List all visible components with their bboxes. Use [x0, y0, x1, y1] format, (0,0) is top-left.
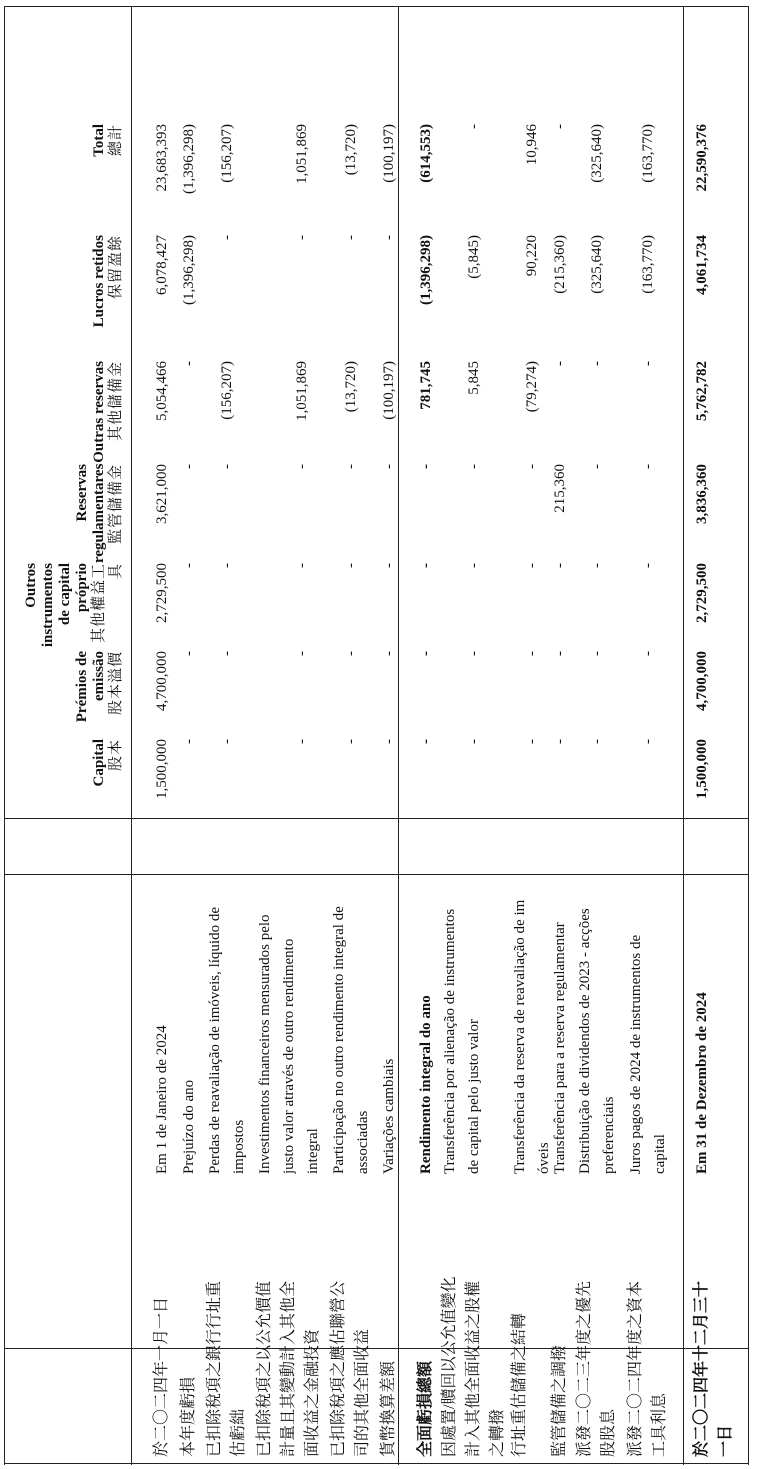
row-label-pt-line: integral [305, 1128, 321, 1174]
row-label-zh [377, 1187, 401, 1457]
value-cell: - [552, 361, 568, 366]
value-cell: - [589, 739, 605, 744]
row-label-zh-line: 本年度虧損 [180, 1376, 197, 1457]
value-cell: (325,640) [589, 235, 605, 294]
table-row [377, 0, 401, 1469]
value-cell: 1,051,869 [294, 124, 310, 184]
value-cell: - [552, 651, 568, 656]
table-row [438, 0, 506, 1469]
table-row [253, 0, 321, 1469]
column-header [10, 464, 125, 563]
value-cell: - [219, 563, 235, 568]
row-label-pt-line: preferenciais [601, 1096, 617, 1174]
column-header-zh: 股本 [108, 739, 124, 772]
value-cell: - [343, 651, 359, 656]
value-cell: - [219, 739, 235, 744]
value-cell: 1,500,000 [694, 739, 710, 799]
value-cell: - [343, 235, 359, 240]
value-cell: - [381, 563, 397, 568]
column-header [10, 235, 125, 361]
row-label-pt-line: associadas [355, 1110, 371, 1174]
row-label-pt [414, 874, 438, 1174]
value-cell: - [466, 563, 482, 568]
row-label-zh-line: 計入其他全面收益之股權 [465, 1280, 482, 1457]
value-cell: - [381, 739, 397, 744]
value-cell: 90,220 [524, 235, 540, 277]
value-cell: (1,396,298) [418, 235, 434, 305]
row-label-pt-line: Juros pagos de 2024 de instrumentos de [628, 934, 644, 1174]
value-cell: - [466, 739, 482, 744]
row-label-pt [150, 874, 174, 1174]
table-row [203, 0, 247, 1469]
table-row [548, 0, 572, 1469]
value-cell: 23,683,393 [154, 124, 170, 192]
value-cell: 3,836,360 [694, 464, 710, 524]
row-label-zh [150, 1187, 174, 1457]
value-cell: - [418, 739, 434, 744]
value-cell: - [294, 464, 310, 469]
row-label-zh-line: 計量且其變動計入其他全 [280, 1280, 297, 1457]
value-cell: - [466, 124, 482, 129]
value-cell: - [524, 563, 540, 568]
table-row [573, 0, 617, 1469]
closing-balance-row [690, 0, 734, 1469]
row-label-zh [177, 1187, 201, 1457]
row-label-pt [438, 874, 486, 1174]
column-header-pt: Outros instrumentos de capital próprio [23, 563, 90, 648]
value-cell: 10,946 [524, 124, 540, 166]
value-cell: (325,640) [589, 124, 605, 183]
value-cell: - [524, 651, 540, 656]
value-cell: (1,396,298) [181, 235, 197, 305]
column-header-pt: Lucros retidos [91, 235, 107, 328]
row-label-zh-line: 派發二〇二四年度之資本 [627, 1280, 644, 1457]
row-label-zh [414, 1187, 438, 1457]
row-label-pt-line: Investimentos financeiros mensurados pelo [257, 914, 273, 1174]
value-cell: - [524, 739, 540, 744]
value-cell: - [640, 739, 656, 744]
value-cell: - [219, 464, 235, 469]
row-label-pt [624, 874, 672, 1174]
row-divider [4, 7, 5, 1465]
value-cell: - [552, 739, 568, 744]
table-row [327, 0, 371, 1469]
column-header [10, 361, 125, 464]
value-cell: - [381, 235, 397, 240]
value-cell: - [219, 651, 235, 656]
row-label-pt [573, 874, 621, 1174]
column-header-zh: 總計 [108, 124, 124, 157]
value-cell: - [552, 124, 568, 129]
row-label-zh-line: 股股息 [600, 1408, 617, 1457]
row-label-zh-line: 監管儲備之調撥 [551, 1344, 568, 1457]
value-cell: - [343, 563, 359, 568]
value-cell: 4,700,000 [694, 651, 710, 711]
row-label-zh-line: 面收益之金融投資 [304, 1328, 321, 1457]
column-header-pt: Capital [91, 739, 107, 787]
row-label-pt [203, 874, 251, 1174]
value-cell: (163,770) [640, 235, 656, 294]
row-label-pt-line: Variações cambiais [381, 1058, 397, 1174]
row-label-pt-line: impostos [231, 1119, 247, 1174]
value-cell: (5,845) [466, 235, 482, 279]
row-label-zh-line: 司的其他全面收益 [354, 1328, 371, 1457]
column-header-zh: 其他儲備金 [108, 361, 124, 442]
row-label-pt [690, 874, 714, 1174]
value-cell: - [294, 235, 310, 240]
value-cell: (156,207) [219, 361, 235, 420]
value-cell: - [418, 563, 434, 568]
column-header-pt: Prémios de emissão [74, 651, 107, 723]
row-label-pt-line: Em 31 de Dezembro de 2024 [694, 992, 710, 1174]
row-label-pt-line: capital [652, 1134, 668, 1174]
table-row [150, 0, 174, 1469]
value-cell: (163,770) [640, 124, 656, 183]
value-cell: (614,553) [418, 124, 434, 183]
column-header-zh: 保留盈餘 [108, 235, 124, 300]
row-label-zh [573, 1187, 621, 1457]
value-cell: 781,745 [418, 361, 434, 410]
row-label-pt-line: Transferência por alienação de instrumentos [442, 908, 458, 1174]
value-cell: (13,720) [343, 361, 359, 413]
value-cell: - [219, 235, 235, 240]
value-cell: - [640, 563, 656, 568]
value-cell: - [381, 651, 397, 656]
row-label-zh [508, 1187, 532, 1457]
value-cell: 3,621,000 [154, 464, 170, 524]
row-label-zh [253, 1187, 325, 1457]
value-cell: - [552, 563, 568, 568]
value-cell: - [640, 651, 656, 656]
column-header [10, 651, 125, 739]
row-label-pt-line: Em 1 de Janeiro de 2024 [154, 1025, 170, 1174]
row-label-zh-line: 於二〇二四年十二月三十 [693, 1280, 710, 1457]
value-cell: - [524, 464, 540, 469]
value-cell: - [466, 464, 482, 469]
value-cell: 22,590,376 [694, 124, 710, 192]
value-cell: - [418, 464, 434, 469]
column-header-zh: 其他權益工具 [91, 563, 124, 644]
row-label-zh [438, 1187, 510, 1457]
row-divider [683, 7, 684, 1465]
value-cell: 2,729,500 [694, 563, 710, 623]
value-cell: - [466, 651, 482, 656]
value-cell: - [181, 563, 197, 568]
value-cell: - [343, 464, 359, 469]
value-cell: - [589, 651, 605, 656]
row-label-zh [203, 1187, 251, 1457]
row-label-zh-line: 因處置/贖回以公允值變化 [441, 1276, 458, 1457]
row-label-pt-line: óveis [536, 1142, 552, 1174]
value-cell: - [589, 361, 605, 366]
value-cell: - [181, 361, 197, 366]
value-cell: - [589, 563, 605, 568]
value-cell: 4,700,000 [154, 651, 170, 711]
value-cell: (79,274) [524, 361, 540, 413]
table-row [414, 0, 438, 1469]
value-cell: (1,396,298) [181, 124, 197, 194]
row-label-zh [327, 1187, 375, 1457]
value-cell: (156,207) [219, 124, 235, 183]
value-cell: 1,051,869 [294, 361, 310, 421]
value-cell: 5,054,466 [154, 361, 170, 421]
row-label-zh [548, 1187, 572, 1457]
value-cell: - [343, 739, 359, 744]
value-cell: 6,078,427 [154, 235, 170, 295]
row-label-pt-line: Participação no outro rendimento integral de [331, 906, 347, 1174]
value-cell: - [294, 563, 310, 568]
table-row [624, 0, 668, 1469]
row-label-pt [327, 874, 375, 1174]
row-label-zh-line: 估虧絀 [230, 1408, 247, 1457]
row-label-pt [253, 874, 325, 1174]
table-row [508, 0, 552, 1469]
row-label-pt-line: Transferência para a reserva regulamentar [552, 922, 568, 1174]
row-label-pt-line: Rendimento integral do ano [418, 995, 434, 1174]
value-cell: 1,500,000 [154, 739, 170, 799]
row-label-pt-line: de capital pelo justo valor [466, 1019, 482, 1174]
value-cell: - [640, 464, 656, 469]
row-label-zh [624, 1187, 672, 1457]
value-cell: - [181, 651, 197, 656]
column-header-pt: Reservas regulamentares [74, 463, 107, 563]
value-cell: 5,845 [466, 361, 482, 395]
row-label-zh [690, 1187, 738, 1457]
table-row [177, 0, 201, 1469]
row-label-zh-line: 已扣除稅項之銀行行址重 [206, 1280, 223, 1457]
value-cell: (100,197) [381, 361, 397, 420]
row-label-zh-line: 於二〇二四年一月一日 [153, 1296, 170, 1457]
value-cell: (100,197) [381, 124, 397, 183]
row-label-zh-line: 工具利息 [651, 1392, 668, 1457]
row-label-zh-line: 之轉撥 [489, 1408, 506, 1457]
row-label-zh-line: 貨幣換算差額 [380, 1360, 397, 1457]
value-cell: - [418, 651, 434, 656]
value-cell: 4,061,734 [694, 235, 710, 295]
row-label-zh-line: 已扣除稅項之以公允價值 [256, 1280, 273, 1457]
row-label-zh-line: 一日 [717, 1424, 734, 1457]
column-header [10, 124, 125, 235]
column-header-pt: Total [91, 124, 107, 157]
row-divider [748, 7, 749, 1465]
row-label-pt-line: justo valor através de outro rendimento [281, 938, 297, 1174]
value-cell: - [381, 464, 397, 469]
value-cell: - [294, 651, 310, 656]
row-label-zh-line: 已扣除稅項之應佔聯營公 [330, 1280, 347, 1457]
row-label-pt [177, 874, 201, 1174]
value-cell: - [181, 739, 197, 744]
value-cell: - [589, 464, 605, 469]
column-header-zh: 股本溢價 [108, 651, 124, 716]
column-header-zh: 監管儲備金 [108, 464, 124, 545]
row-divider [131, 7, 132, 1465]
row-label-pt-line: Transferência da reserva de reavaliação de im [512, 899, 528, 1174]
value-cell: 5,762,782 [694, 361, 710, 421]
row-label-pt-line: Prejuízo do ano [181, 1079, 197, 1174]
column-header [10, 739, 125, 849]
row-label-pt [377, 874, 401, 1174]
value-cell: - [181, 464, 197, 469]
value-cell: - [294, 739, 310, 744]
row-label-pt [548, 874, 572, 1174]
row-label-pt-line: Perdas de reavaliação de imóveis, líquido de [207, 907, 223, 1174]
row-label-zh-line: 全面虧損總額 [417, 1360, 434, 1457]
value-cell: (13,720) [343, 124, 359, 176]
value-cell: 215,360 [552, 464, 568, 513]
value-cell: (215,360) [552, 235, 568, 294]
value-cell: 2,729,500 [154, 563, 170, 623]
row-label-zh-line: 派發二〇二三年度之優先 [576, 1280, 593, 1457]
row-label-zh-line: 行址重估儲備之結轉 [511, 1312, 528, 1457]
column-header-pt: Outras reservas [91, 361, 107, 463]
value-cell: - [640, 361, 656, 366]
row-label-pt-line: Distribuição de dividendos de 2023 - acções [577, 908, 593, 1174]
column-header [10, 563, 125, 651]
